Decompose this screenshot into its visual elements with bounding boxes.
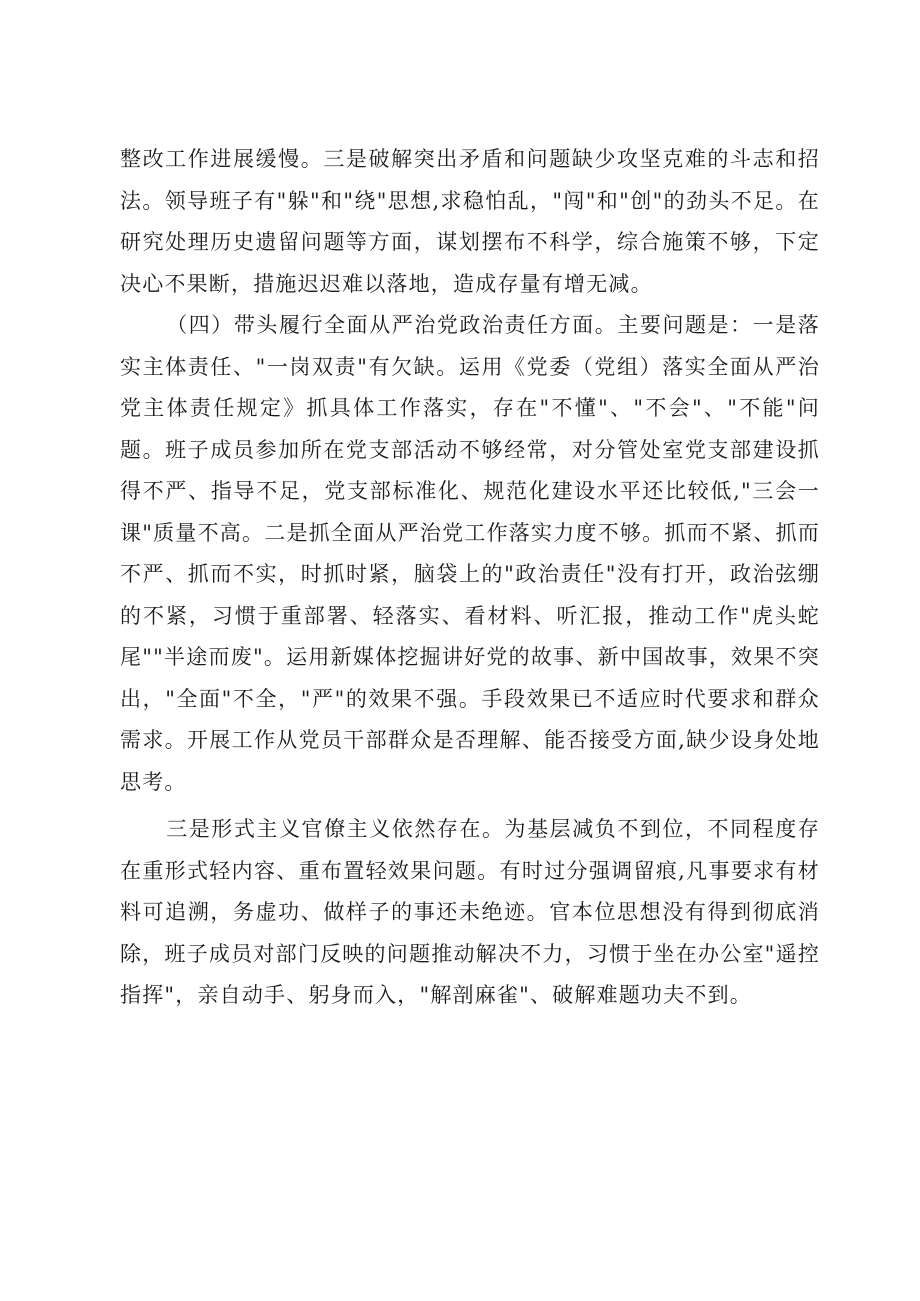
paragraph-continuation: 整改工作进展缓慢。三是破解突出矛盾和问题缺少攻坚克难的斗志和招法。领导班子有"躲"和"绕"思想,求稳怕乱，"闯"和"创"的劲头不足。在研究处理历史遗留问题等方面，谋划摆布不科学，综合施策不够，下定决心不果断，措施迟迟难以落地，造成存量有增无减。 xyxy=(120,147,820,296)
paragraph-section-four: （四）带头履行全面从严治党政治责任方面。主要问题是：一是落实主体责任、"一岗双责"有欠缺。运用《党委（党组）落实全面从严治党主体责任规定》抓具体工作落实，存在"不懂"、"不会"、"不能"问题。班子成员参加所在党支部活动不够经常，对分管处室党支部建设抓得不严、指导不足，党支部标准化、规范化建设水平还比较低,"三会一课"质量不高。二是抓全面从严治党工作落实力度不够。抓而不紧、抓而不严、抓而不实，时抓时紧，脑袋上的"政治责任"没有打开，政治弦绷的不紧，习惯于重部署、轻落实、看材料、听汇报，推动工作"虎头蛇尾""半途而废"。运用新媒体挖掘讲好党的故事、新中国故事，效果不突出，"全面"不全，"严"的效果不强。手段效果已不适应时代要求和群众需求。开展工作从党员干部群众是否理解、能否接受方面,缺少设身处地思考。 xyxy=(120,313,820,794)
paragraph-formalism: 三是形式主义官僚主义依然存在。为基层减负不到位，不同程度存在重形式轻内容、重布置轻效果问题。有时过分强调留痕,凡事要求有材料可追溯，务虚功、做样子的事还未绝迹。官本位思想没有得到彻底消除，班子成员对部门反映的问题推动解决不力，习惯于坐在办公室"遥控指挥"，亲自动手、躬身而入，"解剖麻雀"、破解难题功夫不到。 xyxy=(120,817,820,1007)
document-body xyxy=(120,139,820,1017)
